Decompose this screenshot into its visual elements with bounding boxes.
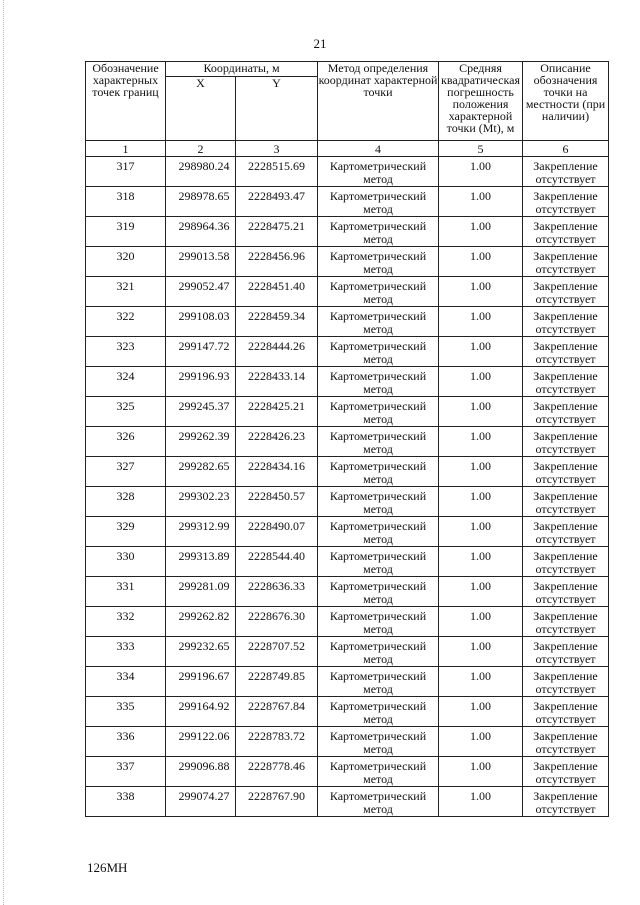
column-number: 6: [523, 141, 609, 157]
table-row: [86, 457, 609, 487]
y-coordinate-cell: 2228444.26: [236, 337, 318, 367]
method-cell: Картометрический метод: [318, 397, 439, 427]
description-cell: Закрепление отсутствует: [523, 667, 609, 697]
x-coordinate-cell: 299013.58: [166, 247, 236, 277]
error-cell: 1.00: [439, 667, 523, 697]
point-number-cell: 323: [86, 337, 166, 367]
error-cell: 1.00: [439, 757, 523, 787]
table-row: [86, 577, 609, 607]
method-cell: Картометрический метод: [318, 577, 439, 607]
point-number-cell: 330: [86, 547, 166, 577]
description-cell: Закрепление отсутствует: [523, 427, 609, 457]
error-cell: 1.00: [439, 727, 523, 757]
header-y: Y: [236, 77, 318, 141]
description-cell: Закрепление отсутствует: [523, 757, 609, 787]
header-description: Описание обозначения точки на местности (при наличии): [523, 62, 609, 141]
point-number-cell: 337: [86, 757, 166, 787]
description-cell: Закрепление отсутствует: [523, 367, 609, 397]
x-coordinate-cell: 299164.92: [166, 697, 236, 727]
method-cell: Картометрический метод: [318, 427, 439, 457]
method-cell: Картометрический метод: [318, 637, 439, 667]
error-cell: 1.00: [439, 247, 523, 277]
error-cell: 1.00: [439, 157, 523, 187]
y-coordinate-cell: 2228450.57: [236, 487, 318, 517]
point-number-cell: 329: [86, 517, 166, 547]
error-cell: 1.00: [439, 607, 523, 637]
y-coordinate-cell: 2228433.14: [236, 367, 318, 397]
error-cell: 1.00: [439, 187, 523, 217]
y-coordinate-cell: 2228749.85: [236, 667, 318, 697]
binding-margin-line: [3, 0, 5, 905]
x-coordinate-cell: 299282.65: [166, 457, 236, 487]
description-cell: Закрепление отсутствует: [523, 577, 609, 607]
point-number-cell: 318: [86, 187, 166, 217]
method-cell: Картометрический метод: [318, 487, 439, 517]
point-number-cell: 332: [86, 607, 166, 637]
description-cell: Закрепление отсутствует: [523, 277, 609, 307]
x-coordinate-cell: 299122.06: [166, 727, 236, 757]
method-cell: Картометрический метод: [318, 187, 439, 217]
table-row: [86, 637, 609, 667]
y-coordinate-cell: 2228459.34: [236, 307, 318, 337]
y-coordinate-cell: 2228767.84: [236, 697, 318, 727]
error-cell: 1.00: [439, 307, 523, 337]
error-cell: 1.00: [439, 637, 523, 667]
table-row: [86, 607, 609, 637]
error-cell: 1.00: [439, 367, 523, 397]
method-cell: Картометрический метод: [318, 757, 439, 787]
page-number: 21: [313, 36, 327, 51]
method-cell: Картометрический метод: [318, 457, 439, 487]
column-number-row: [86, 141, 609, 157]
y-coordinate-cell: 2228544.40: [236, 547, 318, 577]
description-cell: Закрепление отсутствует: [523, 727, 609, 757]
description-cell: Закрепление отсутствует: [523, 157, 609, 187]
point-number-cell: 328: [86, 487, 166, 517]
table-row: [86, 157, 609, 187]
point-number-cell: 320: [86, 247, 166, 277]
description-cell: Закрепление отсутствует: [523, 307, 609, 337]
point-number-cell: 327: [86, 457, 166, 487]
table-row: [86, 517, 609, 547]
error-cell: 1.00: [439, 487, 523, 517]
point-number-cell: 317: [86, 157, 166, 187]
description-cell: Закрепление отсутствует: [523, 787, 609, 817]
x-coordinate-cell: 299262.82: [166, 607, 236, 637]
method-cell: Картометрический метод: [318, 337, 439, 367]
method-cell: Картометрический метод: [318, 667, 439, 697]
point-number-cell: 324: [86, 367, 166, 397]
x-coordinate-cell: 299313.89: [166, 547, 236, 577]
error-cell: 1.00: [439, 337, 523, 367]
error-cell: 1.00: [439, 517, 523, 547]
x-coordinate-cell: 299108.03: [166, 307, 236, 337]
table-row: [86, 787, 609, 817]
y-coordinate-cell: 2228767.90: [236, 787, 318, 817]
y-coordinate-cell: 2228456.96: [236, 247, 318, 277]
description-cell: Закрепление отсутствует: [523, 637, 609, 667]
point-number-cell: 336: [86, 727, 166, 757]
method-cell: Картометрический метод: [318, 157, 439, 187]
table-row: [86, 487, 609, 517]
point-number-cell: 331: [86, 577, 166, 607]
y-coordinate-cell: 2228493.47: [236, 187, 318, 217]
point-number-cell: 335: [86, 697, 166, 727]
error-cell: 1.00: [439, 697, 523, 727]
x-coordinate-cell: 299302.23: [166, 487, 236, 517]
method-cell: Картометрический метод: [318, 247, 439, 277]
description-cell: Закрепление отсутствует: [523, 457, 609, 487]
header-designation: Обозначение характерных точек границ: [86, 62, 166, 141]
x-coordinate-cell: 298964.36: [166, 217, 236, 247]
column-number: 5: [439, 141, 523, 157]
method-cell: Картометрический метод: [318, 697, 439, 727]
table-row: [86, 367, 609, 397]
table-row: [86, 697, 609, 727]
description-cell: Закрепление отсутствует: [523, 187, 609, 217]
y-coordinate-cell: 2228515.69: [236, 157, 318, 187]
description-cell: Закрепление отсутствует: [523, 547, 609, 577]
description-cell: Закрепление отсутствует: [523, 517, 609, 547]
x-coordinate-cell: 298978.65: [166, 187, 236, 217]
x-coordinate-cell: 299196.67: [166, 667, 236, 697]
point-number-cell: 319: [86, 217, 166, 247]
x-coordinate-cell: 299281.09: [166, 577, 236, 607]
point-number-cell: 321: [86, 277, 166, 307]
description-cell: Закрепление отсутствует: [523, 607, 609, 637]
error-cell: 1.00: [439, 427, 523, 457]
y-coordinate-cell: 2228426.23: [236, 427, 318, 457]
table-row: [86, 547, 609, 577]
error-cell: 1.00: [439, 397, 523, 427]
y-coordinate-cell: 2228451.40: [236, 277, 318, 307]
point-number-cell: 338: [86, 787, 166, 817]
x-coordinate-cell: 299245.37: [166, 397, 236, 427]
description-cell: Закрепление отсутствует: [523, 247, 609, 277]
x-coordinate-cell: 299096.88: [166, 757, 236, 787]
error-cell: 1.00: [439, 277, 523, 307]
x-coordinate-cell: 299312.99: [166, 517, 236, 547]
method-cell: Картометрический метод: [318, 217, 439, 247]
header-error: Средняя квадратическая погрешность положения характерной точки (Mt), м: [439, 62, 523, 141]
description-cell: Закрепление отсутствует: [523, 397, 609, 427]
method-cell: Картометрический метод: [318, 517, 439, 547]
error-cell: 1.00: [439, 547, 523, 577]
column-number: 2: [166, 141, 236, 157]
table-row: [86, 667, 609, 697]
column-number: 4: [318, 141, 439, 157]
column-number: 1: [86, 141, 166, 157]
point-number-cell: 333: [86, 637, 166, 667]
document-code: 126МН: [87, 860, 128, 875]
x-coordinate-cell: 299262.39: [166, 427, 236, 457]
method-cell: Картометрический метод: [318, 307, 439, 337]
header-x: X: [166, 77, 236, 141]
x-coordinate-cell: 299196.93: [166, 367, 236, 397]
header-method: Метод определения координат характерной точки: [318, 62, 439, 141]
y-coordinate-cell: 2228475.21: [236, 217, 318, 247]
point-number-cell: 326: [86, 427, 166, 457]
x-coordinate-cell: 298980.24: [166, 157, 236, 187]
table-row: [86, 337, 609, 367]
table-row: [86, 397, 609, 427]
y-coordinate-cell: 2228783.72: [236, 727, 318, 757]
table-row: [86, 757, 609, 787]
header-coordinates: Координаты, м: [166, 62, 318, 77]
table-row: [86, 427, 609, 457]
table-row: [86, 247, 609, 277]
method-cell: Картометрический метод: [318, 727, 439, 757]
table-row: [86, 187, 609, 217]
y-coordinate-cell: 2228778.46: [236, 757, 318, 787]
y-coordinate-cell: 2228434.16: [236, 457, 318, 487]
y-coordinate-cell: 2228490.07: [236, 517, 318, 547]
x-coordinate-cell: 299147.72: [166, 337, 236, 367]
table-row: [86, 277, 609, 307]
error-cell: 1.00: [439, 577, 523, 607]
boundary-points-table: [85, 61, 609, 817]
description-cell: Закрепление отсутствует: [523, 697, 609, 727]
point-number-cell: 325: [86, 397, 166, 427]
y-coordinate-cell: 2228636.33: [236, 577, 318, 607]
description-cell: Закрепление отсутствует: [523, 217, 609, 247]
method-cell: Картометрический метод: [318, 607, 439, 637]
method-cell: Картометрический метод: [318, 367, 439, 397]
x-coordinate-cell: 299074.27: [166, 787, 236, 817]
x-coordinate-cell: 299232.65: [166, 637, 236, 667]
y-coordinate-cell: 2228707.52: [236, 637, 318, 667]
y-coordinate-cell: 2228425.21: [236, 397, 318, 427]
table-row: [86, 307, 609, 337]
method-cell: Картометрический метод: [318, 787, 439, 817]
point-number-cell: 334: [86, 667, 166, 697]
method-cell: Картометрический метод: [318, 547, 439, 577]
description-cell: Закрепление отсутствует: [523, 337, 609, 367]
error-cell: 1.00: [439, 787, 523, 817]
point-number-cell: 322: [86, 307, 166, 337]
table-row: [86, 727, 609, 757]
y-coordinate-cell: 2228676.30: [236, 607, 318, 637]
description-cell: Закрепление отсутствует: [523, 487, 609, 517]
error-cell: 1.00: [439, 217, 523, 247]
x-coordinate-cell: 299052.47: [166, 277, 236, 307]
column-number: 3: [236, 141, 318, 157]
error-cell: 1.00: [439, 457, 523, 487]
method-cell: Картометрический метод: [318, 277, 439, 307]
table-row: [86, 217, 609, 247]
